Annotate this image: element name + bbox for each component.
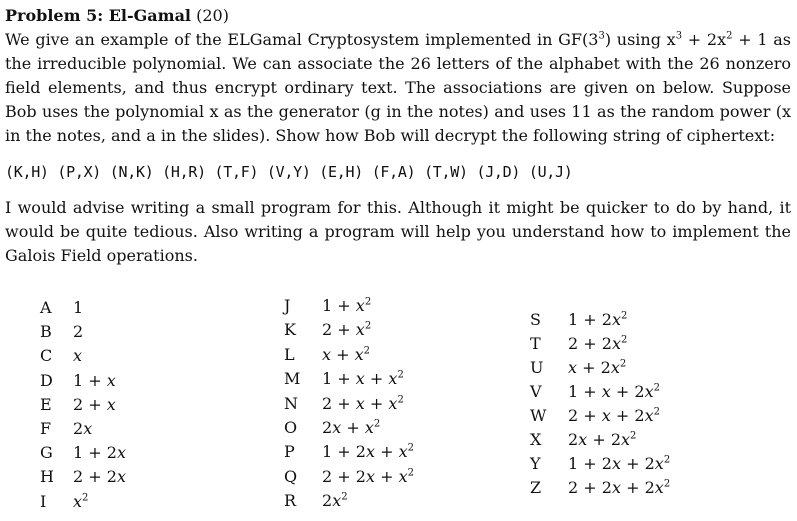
letter-label: Q (284, 466, 298, 486)
problem-points: (20) (196, 6, 229, 25)
polynomial-value: $1 + 2x^2$ (568, 310, 628, 329)
letter-label: P (284, 442, 295, 462)
letter-label: U (530, 358, 544, 377)
letter-label: C (40, 346, 53, 366)
exp-3a: 3 (598, 30, 605, 42)
polynomial-value: 2 (73, 322, 84, 342)
letter-label: E (40, 394, 52, 414)
letter-label: H (40, 467, 54, 487)
polynomial-value: $1 + x + 2x^2$ (568, 382, 660, 401)
problem-heading (5, 4, 791, 28)
polynomial-value: $1 + 2x + x^2$ (322, 442, 414, 462)
polynomial-value: $2 + 2x + 2x^2$ (568, 478, 671, 497)
letter-label: M (284, 369, 301, 389)
desc-part-3: + 2x (682, 30, 727, 49)
letter-label: R (284, 491, 297, 511)
letter-label: B (40, 322, 52, 342)
letter-label: N (284, 393, 298, 413)
letter-label: O (284, 418, 298, 437)
polynomial-value: $1 + x + x^2$ (322, 369, 404, 389)
letter-label: Z (530, 478, 542, 497)
letter-label: X (530, 430, 542, 449)
polynomial-value: $2 + 2x + x^2$ (322, 466, 414, 486)
letter-label: S (530, 310, 541, 329)
desc-part-4: + 1 as the irreducible polynomial. We can associate the 26 letters of the alphabet with the 26 nonzero field elements, and thus encrypt ordinary text. The associations are given on below. Suppose Bob uses the polynomial x as the generator (g in the notes) and uses 11 as the random power (x in the notes, and a in the slides). Show how Bob will decrypt the following string of ciphertext: (5, 30, 792, 145)
desc-part-2: ) using x (604, 30, 676, 49)
problem-title: Problem 5: El-Gamal (5, 6, 192, 25)
exp-3b: 3 (675, 30, 683, 42)
letter-label: L (284, 344, 295, 364)
polynomial-value: $x^2$ (73, 491, 89, 511)
letter-label: Y (530, 454, 541, 473)
polynomial-value: $x + x^2$ (322, 344, 371, 364)
letter-label: G (40, 443, 53, 463)
polynomial-value: 2 + x (73, 394, 116, 414)
letter-label: W (530, 406, 547, 425)
polynomial-value: 1 + x (73, 370, 116, 390)
letter-label: T (530, 334, 541, 353)
polynomial-value: $1 + x^2$ (322, 296, 372, 315)
polynomial-value: $1 + 2x + 2x^2$ (568, 454, 671, 473)
letter-label: V (530, 382, 542, 401)
problem-document (5, 4, 791, 268)
polynomial-value: $2 + x + x^2$ (322, 393, 404, 413)
advice-paragraph: I would advise writing a small program for this. Although it might be quicker to do by hand, it would be quite tedious. Also writing a program will help you understand how to implement the Galois Field operations. (5, 198, 791, 265)
polynomial-value: 2 + 2x (73, 467, 126, 487)
letter-label: K (284, 320, 296, 340)
letter-label: J (284, 296, 291, 315)
letter-label: D (40, 370, 53, 390)
polynomial-value: 2x (73, 419, 93, 438)
polynomial-value: $2 + 2x^2$ (568, 334, 628, 353)
polynomial-value: $2 + x^2$ (322, 320, 372, 340)
exp-2: 2 (726, 30, 733, 42)
polynomial-value: $2x^2$ (322, 491, 348, 511)
letter-label: F (40, 419, 52, 438)
polynomial-value: $x + 2x^2$ (568, 358, 627, 377)
polynomial-value: x (73, 346, 83, 366)
polynomial-value: $2 + x + 2x^2$ (568, 406, 660, 425)
polynomial-value: $2x + 2x^2$ (568, 430, 637, 449)
letter-label: I (40, 491, 47, 511)
ciphertext-string: (K,H) (P,X) (N,K) (H,R) (T,F) (V,Y) (E,H) (F,A) (T,W) (J,D) (U,J) (5, 163, 573, 181)
problem-description (5, 28, 791, 148)
polynomial-value: $2x + x^2$ (322, 418, 381, 437)
polynomial-value: 1 + 2x (73, 443, 126, 463)
polynomial-value: 1 (73, 298, 84, 317)
desc-part-1: We give an example of the ELGamal Cryptosystem implemented in GF(3 (5, 30, 599, 49)
letter-label: A (40, 298, 52, 317)
